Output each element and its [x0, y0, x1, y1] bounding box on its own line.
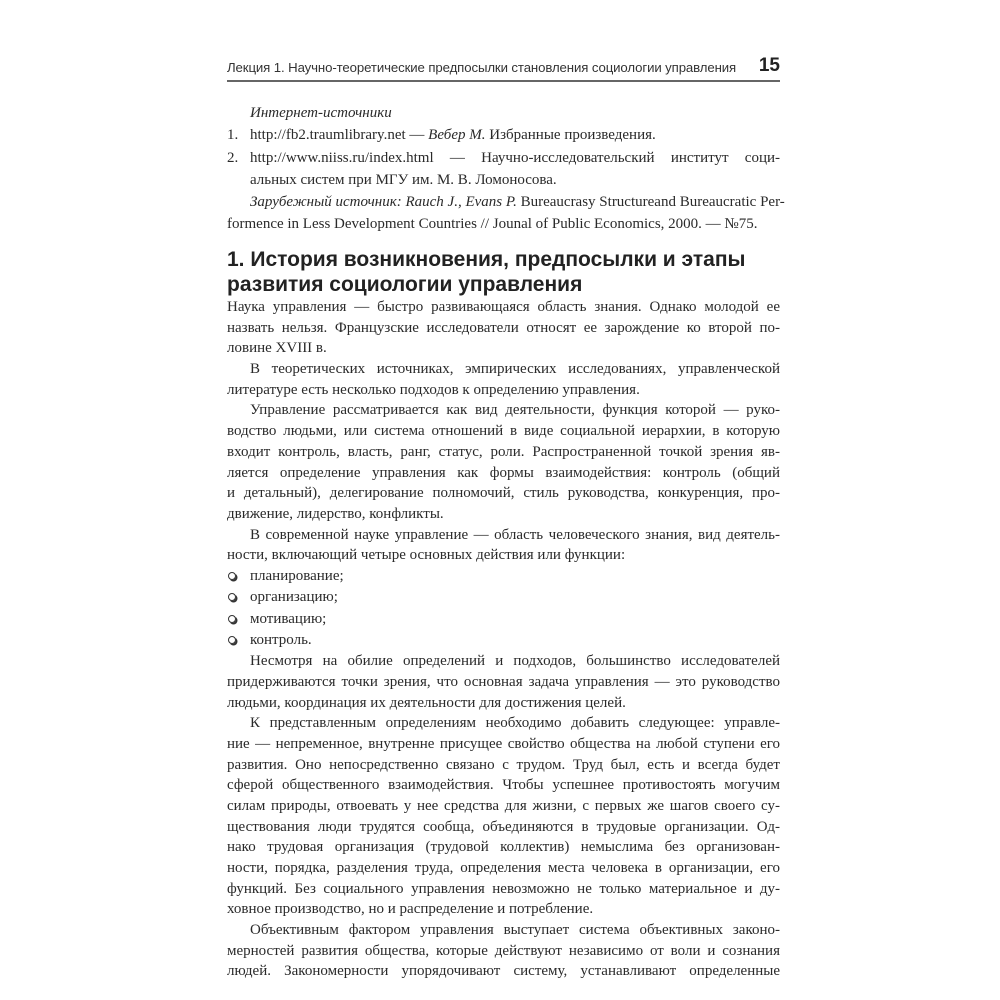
- bullet-circle-icon: [228, 636, 236, 644]
- paragraph-line: водство людьми, или система отношений в виде социальной иерархии, в которую: [227, 423, 780, 440]
- reference-item-line: [227, 124, 780, 146]
- heading-line: 1. История возникновения, предпосылки и этапы: [227, 248, 746, 271]
- list-item: [227, 566, 780, 587]
- paragraph-line: литературе есть несколько подходов к определению управления.: [227, 381, 640, 398]
- paragraph-line: К представленным определениям необходимо добавить следующее: управле-: [250, 715, 780, 732]
- text-segment: formence in Less Development Countries // Jounal of Public Economics, 2000. — №75.: [227, 216, 758, 233]
- paragraph-line: ляется определение управления как формы взаимодействия: контроль (общий: [227, 464, 780, 481]
- paragraph: [227, 920, 780, 982]
- paragraph-line: Объективным фактором управления выступает система объективных законо-: [250, 922, 780, 939]
- paragraph: [227, 400, 780, 524]
- list-item: [227, 630, 780, 651]
- bullet-circle-icon: [228, 615, 236, 623]
- paragraph: [227, 359, 780, 400]
- paragraph-line: ности, включающий четыре основных действия или функции:: [227, 547, 626, 564]
- bullet-circle-icon: [228, 593, 236, 601]
- paragraph-line: сферой общественного взаимодействия. Чтобы успешнее противостоять могучим: [227, 777, 780, 794]
- text-segment: http://fb2.traumlibrary.net —: [250, 127, 429, 144]
- reference-item-line: [227, 147, 780, 169]
- internet-sources-label: Интернет-источники: [250, 105, 392, 121]
- italic-text: Вебер М.: [428, 127, 486, 144]
- paragraph-line: и детальный), делегирование полномочий, стиль руководства, конкуренция, про-: [227, 485, 780, 502]
- paragraph-line: ховное производство, но и распределение и потребление.: [227, 901, 594, 918]
- paragraph-line: ществования люди трудятся сообща, объединяются в трудовые организации. Од-: [227, 818, 780, 835]
- paragraph-line: людьми, координация их деятельности для достижения целей.: [227, 694, 626, 711]
- paragraph-line: движение, лидерство, конфликты.: [227, 505, 444, 522]
- list-item-text: контроль.: [250, 631, 312, 648]
- foreign-source-line: [227, 213, 780, 235]
- paragraph: [227, 297, 780, 359]
- paragraph-line: нако трудовая организация (трудовой коллектив) немыслима без организован-: [227, 839, 780, 856]
- reference-item-line: [227, 169, 780, 191]
- paragraph-line: придерживаются точки зрения, что основная задача управления — это руководство: [227, 673, 780, 690]
- paragraph-line: Наука управления — быстро развивающаяся область знания. Однако молодой ее: [227, 299, 780, 315]
- paragraph: [227, 651, 780, 713]
- text-segment: Избранные произведения.: [485, 127, 656, 144]
- running-head: [227, 56, 780, 78]
- list-item-text: мотивацию;: [250, 610, 327, 627]
- paragraph-line: В современной науке управление — область человеческого знания, вид деятель-: [250, 526, 780, 543]
- paragraph-line: В теоретических источниках, эмпирических исследованиях, управленческой: [250, 361, 780, 378]
- paragraph-line: силам природы, отвоевать у нее средства для жизни, с первых же шагов своего су-: [227, 797, 780, 814]
- paragraph: [227, 525, 780, 566]
- section-heading: [227, 248, 780, 297]
- header-rule: [227, 80, 780, 82]
- reference-number: 2.: [227, 149, 239, 166]
- bullet-circle-icon: [228, 572, 236, 580]
- list-item-text: организацию;: [250, 589, 338, 606]
- paragraph-line: Несмотря на обилие определений и подходов, большинство исследователей: [250, 653, 780, 670]
- heading-line: развития социологии управления: [227, 272, 583, 296]
- paragraph-line: назвать нельзя. Французские исследователи относят ее зарождение ко второй по-: [227, 319, 780, 336]
- paragraph-line: мерностей развития общества, которые действуют независимо от воли и сознания: [227, 942, 780, 959]
- italic-text: Зарубежный источник: Rauch J., Evans P.: [250, 194, 517, 211]
- foreign-source-line: [227, 191, 785, 213]
- internet-sources: [227, 102, 785, 236]
- paragraph-line: ловине XVIII в.: [227, 340, 327, 357]
- list-item: [227, 587, 780, 608]
- page-number: 15: [758, 55, 780, 76]
- paragraph-line: ние — непременное, внутренне присущее свойство общества на любой ступени его: [227, 735, 780, 752]
- list-item-text: планирование;: [250, 567, 344, 584]
- body-text: [227, 297, 780, 982]
- text-segment: альных систем при МГУ им. М. В. Ломоносова.: [250, 171, 557, 188]
- list-item: [227, 609, 780, 630]
- running-head-title: Лекция 1. Научно-теоретические предпосылки становления социологии управления: [227, 60, 737, 75]
- reference-number: 1.: [227, 127, 239, 144]
- paragraph-line: функций. Без социального управления невозможно не только материальное и ду-: [227, 880, 780, 897]
- paragraph: [227, 713, 780, 920]
- paragraph-line: людей. Закономерности упорядочивают систему, устанавливают определенные: [227, 963, 780, 980]
- text-segment: Bureaucrasy Structureand Bureaucratic Per-: [516, 194, 785, 211]
- paragraph-line: развития. Оно непосредственно связано с трудом. Труд был, есть и всегда будет: [227, 756, 780, 773]
- paragraph-line: Управление рассматривается как вид деятельности, функция которой — руко-: [250, 402, 780, 419]
- paragraph-line: входит контроль, власть, ранг, статус, роли. Распространенной точкой зрения яв-: [227, 443, 780, 460]
- paragraph-line: ности, порядка, разделения труда, определения места человека в организации, его: [227, 860, 780, 876]
- text-segment: http://www.niiss.ru/index.html — Научно-исследовательский институт соци-: [250, 149, 780, 166]
